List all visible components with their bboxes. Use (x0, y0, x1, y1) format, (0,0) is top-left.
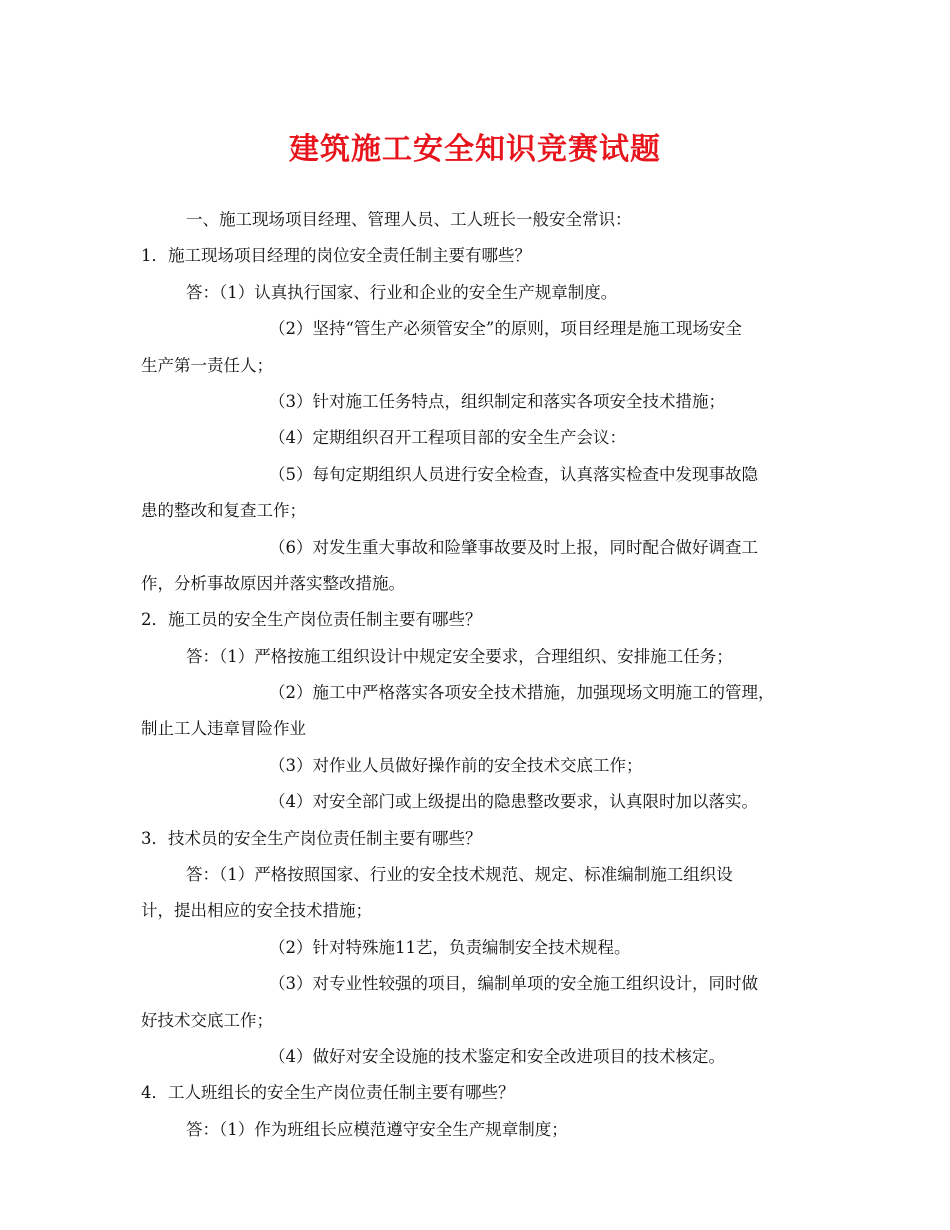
text-line: （4）对安全部门或上级提出的隐患整改要求，认真限时加以落实。 (269, 792, 758, 812)
text-line: 答：（1）作为班组长应模范遵守安全生产规章制度； (186, 1119, 568, 1139)
document-body (141, 202, 821, 1148)
text-line: 一、施工现场项目经理、管理人员、工人班长一般安全常识： (186, 210, 632, 229)
text-line: 计，提出相应的安全技术措施； (141, 901, 372, 921)
text-line: 制止工人违章冒险作业 (141, 719, 306, 739)
text-line: （2）坚持“管生产必须管安全”的原则，项目经理是施工现场安全 (269, 319, 742, 339)
text-line: 1．施工现场项目经理的岗位安全责任制主要有哪些？ (141, 246, 531, 266)
text-line: （4）定期组织召开工程项目部的安全生产会议： (269, 428, 626, 448)
text-line: 答：（1）认真执行国家、行业和企业的安全生产规章制度。 (186, 282, 618, 302)
text-line: 答：（1）严格按施工组织设计中规定安全要求，合理组织、安排施工任务； (186, 646, 733, 666)
text-line: 4．工人班组长的安全生产岗位责任制主要有哪些？ (141, 1083, 515, 1103)
text-line: （4）做好对安全设施的技术鉴定和安全改进项目的技术核定。 (269, 1046, 725, 1066)
document-title: 建筑施工安全知识竞赛试题 (289, 132, 661, 167)
text-line: （2）针对特殊施11艺，负责编制安全技术规程。 (269, 937, 631, 957)
text-line: 生产第一责任人； (141, 355, 273, 375)
text-line: 患的整改和复查工作； (141, 501, 306, 521)
text-line: 3．技术员的安全生产岗位责任制主要有哪些？ (141, 828, 482, 848)
text-line: （2）施工中严格落实各项安全技术措施，加强现场文明施工的管理， (269, 683, 775, 703)
text-line: （3）针对施工任务特点，组织制定和落实各项安全技术措施； (269, 391, 725, 411)
text-line: （3）对专业性较强的项目，编制单项的安全施工组织设计，同时做 (269, 974, 758, 994)
text-line: （3）对作业人员做好操作前的安全技术交底工作； (269, 755, 643, 775)
text-line: （6）对发生重大事故和险肇事故要及时上报，同时配合做好调查工 (269, 537, 758, 557)
text-line: （5）每旬定期组织人员进行安全检查，认真落实检查中发现事故隐 (269, 464, 758, 484)
text-line: 好技术交底工作； (141, 1010, 273, 1030)
text-line: 答：（1）严格按照国家、行业的安全技术规范、规定、标准编制施工组织设 (186, 865, 733, 885)
text-line: 作，分析事故原因并落实整改措施。 (141, 573, 405, 593)
text-line: 2．施工员的安全生产岗位责任制主要有哪些？ (141, 610, 482, 630)
